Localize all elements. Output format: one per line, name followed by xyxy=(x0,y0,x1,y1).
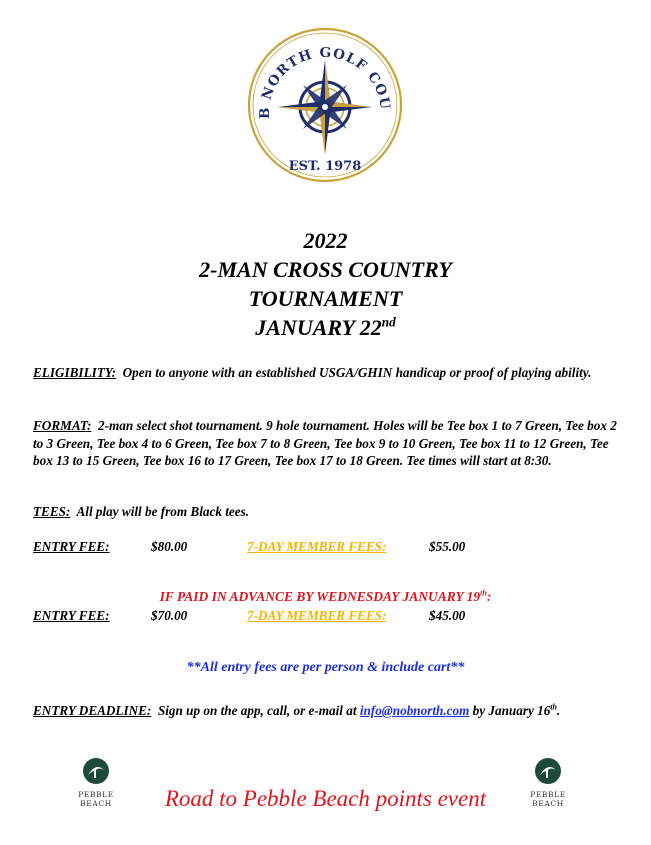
eligibility-text: Open to anyone with an established USGA/GHIN handicap or proof of playing ability. xyxy=(122,365,592,380)
email-link[interactable]: info@nobnorth.com xyxy=(359,703,470,718)
member-fee-label: 7-DAY MEMBER FEES: xyxy=(247,539,387,554)
entry-fee-row xyxy=(33,538,623,556)
advance-member-amount: $45.00 xyxy=(429,608,466,623)
format-text: 2-man select shot tournament. 9 hole tournament. Holes will be Tee box 1 to 7 Green, Tee box 2 to 3 Green, Tee box 4 to 6 Green, Tee box 7 to 8 Green, Tee box 9 to 10 Green, Tee box 11 to 12 Green, Tee box 13 to 15 Green, Tee box 16 to 17 Green, Tee box 17 to 18 Green. Tee times will start at 8:30. xyxy=(33,418,617,468)
advance-notice: IF PAID IN ADVANCE BY WEDNESDAY JANUARY 19th: xyxy=(159,588,492,604)
nob-north-logo xyxy=(247,20,403,190)
entry-fee-label: ENTRY FEE: xyxy=(33,539,110,554)
format-label: FORMAT: xyxy=(33,418,92,433)
tees-paragraph xyxy=(33,503,623,521)
tees-text: All play will be from Black tees. xyxy=(76,504,250,519)
logo-arc-text: B NORTH GOLF COU xyxy=(256,44,394,120)
title-line-1: 2-MAN CROSS COUNTRY xyxy=(199,257,452,282)
fee-note: **All entry fees are per person & include cart** xyxy=(186,660,465,675)
eligibility-label: ELIGIBILITY: xyxy=(33,365,117,380)
entry-fee-amount: $80.00 xyxy=(151,539,188,554)
title-line-2: TOURNAMENT xyxy=(248,286,403,311)
member-fee-amount: $55.00 xyxy=(429,539,466,554)
tree-icon xyxy=(79,756,113,786)
advance-member-label: 7-DAY MEMBER FEES: xyxy=(247,608,387,623)
logo-est-text: EST. 1978 xyxy=(288,159,362,174)
deadline-paragraph: ENTRY DEADLINE: Sign up on the app, call, or e-mail at info@nobnorth.com by January 16th. xyxy=(33,702,561,718)
advance-fee-row xyxy=(33,607,623,625)
deadline-label: ENTRY DEADLINE: xyxy=(33,703,152,718)
title-date: JANUARY 22nd xyxy=(255,314,396,340)
eligibility-paragraph xyxy=(33,364,623,382)
advance-fee-label: ENTRY FEE: xyxy=(33,608,110,623)
tees-label: TEES: xyxy=(33,504,71,519)
format-paragraph xyxy=(33,417,623,470)
tree-icon xyxy=(531,756,565,786)
pebble-beach-logo-right: PEBBLE BEACH xyxy=(518,756,578,806)
road-to-pebble-beach-text: Road to Pebble Beach points event xyxy=(164,786,487,811)
advance-fee-amount: $70.00 xyxy=(151,608,188,623)
title-year: 2022 xyxy=(303,228,348,253)
pebble-beach-logo-left: PEBBLE BEACH xyxy=(66,756,126,806)
